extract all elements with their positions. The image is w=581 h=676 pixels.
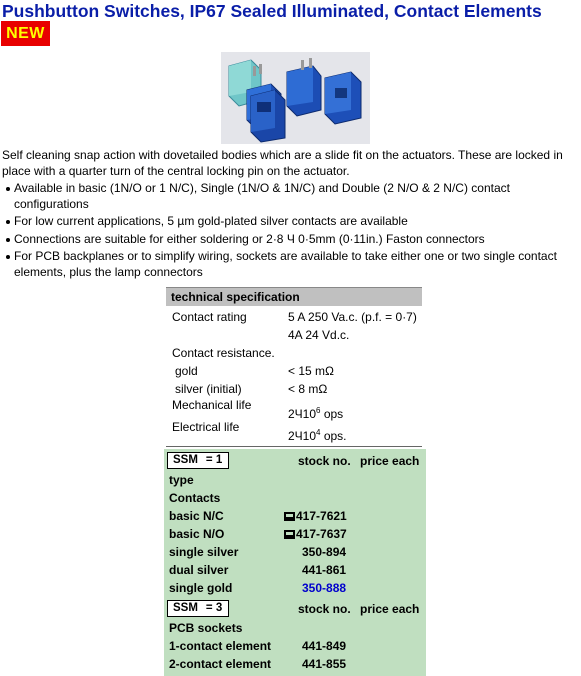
ssm-box: SSM = 3 — [167, 600, 229, 617]
stock-icon — [284, 512, 295, 521]
table-row: type — [169, 473, 194, 487]
table-row: single silver 350-894 — [169, 545, 347, 559]
list-item: Available in basic (1N/O or 1 N/C), Single (1N/O & 1N/C) and Double (2 N/O & 2 N/C) contact configurations — [0, 181, 575, 212]
table-row: gold < 15 mΩ — [175, 364, 334, 378]
spec-header: technical specification — [166, 287, 422, 306]
bullet-dot-icon — [6, 187, 10, 191]
table-row: 2-contact element 441-855 — [169, 657, 347, 671]
stock-no-header: stock no. — [298, 602, 351, 616]
stock-icon — [284, 530, 295, 539]
technical-spec-table — [166, 287, 422, 447]
table-row: Mechanical life $2Ч10^6$ ops — [172, 398, 344, 421]
stock-code-link[interactable]: 350-888 — [302, 581, 347, 595]
table-row: basic N/O 417-7637 — [169, 527, 347, 541]
table-row: 1-contact element 441-849 — [169, 639, 347, 653]
bullet-dot-icon — [6, 220, 10, 224]
ssm-box: SSM = 1 — [167, 452, 229, 469]
list-item: Connections are suitable for either soldering or 2·8 Ч 0·5mm (0·11in.) Faston connectors — [0, 232, 575, 248]
list-item: For low current applications, 5 µm gold-plated silver contacts are available — [0, 214, 575, 230]
page-title: Pushbutton Switches, IP67 Sealed Illuminated, Contact Elements — [2, 1, 542, 21]
ssm-header-row — [164, 597, 426, 615]
product-photo — [221, 52, 370, 144]
new-badge: NEW — [1, 21, 50, 46]
feature-list — [0, 181, 575, 282]
price-each-header: price each — [360, 454, 420, 468]
table-row: Contact rating 5 A 250 Va.c. (p.f. = 0·7) — [172, 310, 417, 324]
stock-code-link[interactable]: 417-7637 — [296, 527, 347, 541]
table-row: 4A 24 Vd.c. — [288, 328, 350, 342]
stock-no-header: stock no. — [298, 454, 351, 468]
stock-code: 350-894 — [302, 545, 347, 559]
table-row: Electrical life $2Ч10^4$ ops. — [172, 420, 347, 443]
bullet-dot-icon — [6, 255, 10, 259]
stock-code-link[interactable]: 417-7621 — [296, 509, 347, 523]
list-item: For PCB backplanes or to simplify wiring, sockets are available to take either one or two single contact elements, plus the lamp connectors — [0, 249, 575, 280]
table-row: single gold 350-888 — [169, 581, 347, 595]
ssm-header-row — [164, 449, 426, 467]
table-row: dual silver 441-861 — [169, 563, 347, 577]
stock-code: 441-861 — [302, 563, 347, 577]
stock-code: 441-855 — [302, 657, 347, 671]
intro-text: Self cleaning snap action with dovetailed bodies which are a slide fit on the actuators. These are locked in place with a quarter turn of the central locking pin on the actuator. — [2, 148, 563, 178]
price-each-header: price each — [360, 602, 420, 616]
stock-code: 441-849 — [302, 639, 347, 653]
spec-divider — [166, 446, 422, 447]
table-row: silver (initial) < 8 mΩ — [175, 382, 328, 396]
table-row: PCB sockets — [169, 621, 243, 635]
table-row: basic N/C 417-7621 — [169, 509, 347, 523]
ordering-panel — [164, 449, 426, 676]
table-row: Contacts — [169, 491, 221, 505]
table-row: Contact resistance. — [172, 346, 275, 360]
bullet-dot-icon — [6, 238, 10, 242]
